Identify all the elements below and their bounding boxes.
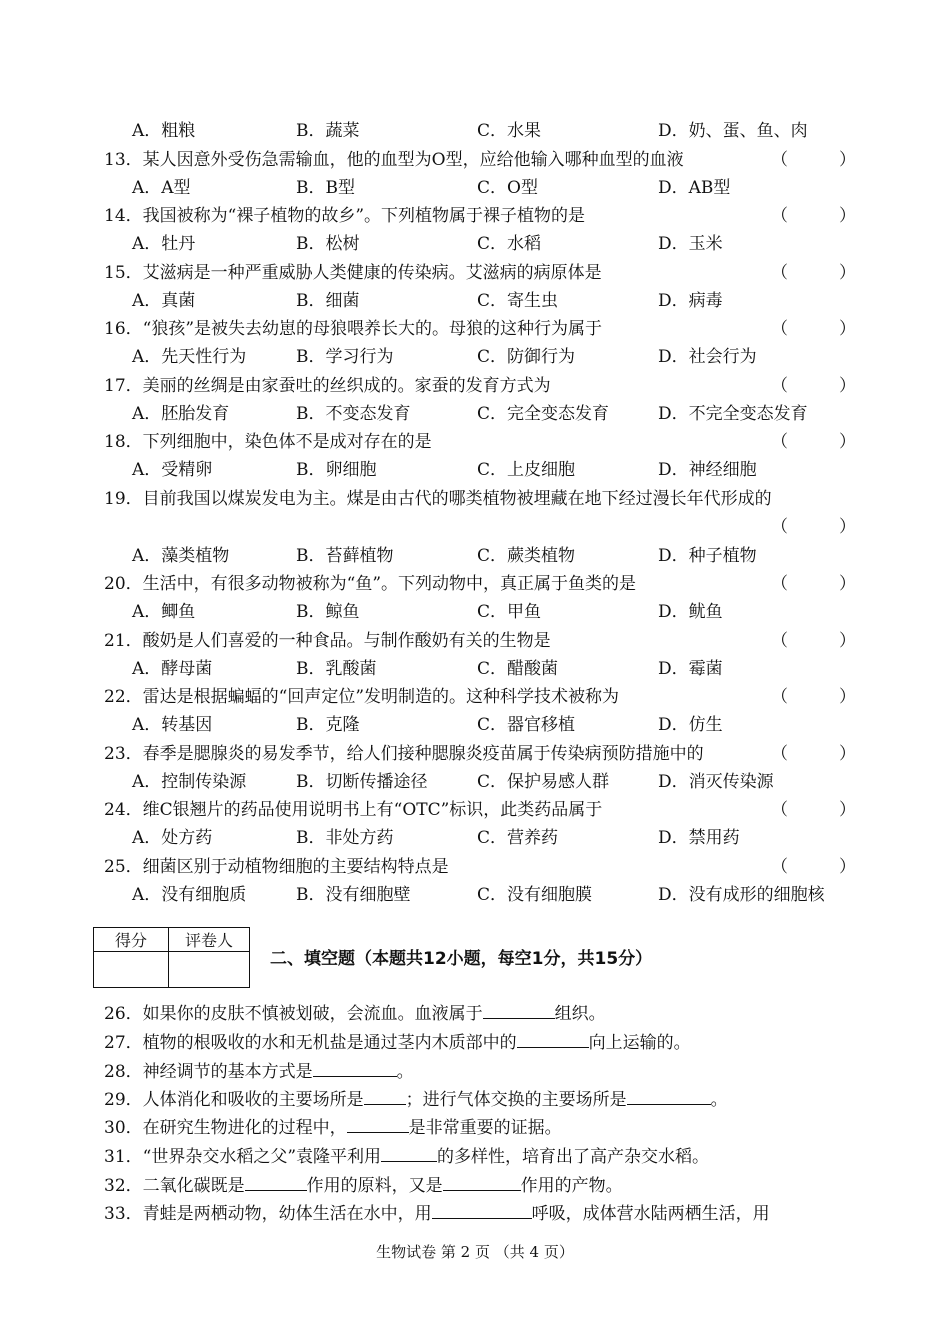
q28-text-b: 。	[396, 1062, 414, 1082]
option-a: A．酵母菌	[132, 658, 213, 679]
q32-text-c: 作用的产物。	[520, 1176, 623, 1196]
option-d: D．仿生	[658, 715, 723, 735]
option-b: B．鲸鱼	[296, 602, 360, 622]
option-b: B．蔬菜	[296, 121, 360, 141]
option-d: D．没有成形的细胞核	[658, 884, 825, 905]
option-c: C．水果	[477, 121, 542, 141]
answer-parentheses[interactable]: （ ）	[771, 687, 856, 707]
q31-blank[interactable]	[381, 1143, 437, 1162]
option-c: C．蕨类植物	[477, 545, 576, 566]
question-stem: 20．生活中，有很多动物被称为“鱼”。下列动物中，真正属于鱼类的是	[104, 574, 637, 594]
option-a: A．转基因	[132, 715, 213, 735]
option-a: A．没有细胞质	[132, 884, 247, 905]
question-26	[104, 1000, 606, 1025]
question-stem: 13．某人因意外受伤急需输血，他的血型为O型，应给他输入哪种血型的血液	[104, 149, 684, 170]
option-b: B．克隆	[296, 715, 360, 735]
question-stem: 18．下列细胞中，染色体不是成对存在的是	[104, 432, 432, 452]
option-d: D．种子植物	[658, 545, 757, 566]
q27-blank[interactable]	[517, 1029, 589, 1048]
q29-text-b: ；进行气体交换的主要场所是	[405, 1090, 627, 1110]
option-a: A．A型	[132, 177, 191, 198]
option-a: A．处方药	[132, 828, 213, 848]
q33-blank[interactable]	[432, 1200, 532, 1219]
answer-parentheses[interactable]: （ ）	[771, 432, 856, 452]
option-d: D．不完全变态发育	[658, 403, 808, 424]
option-c: C．保护易感人群	[477, 771, 610, 792]
option-b: B．B型	[296, 177, 355, 198]
q32-text-b: 作用的原料，又是	[306, 1176, 443, 1196]
option-c: C．上皮细胞	[477, 460, 576, 480]
answer-parentheses[interactable]: （ ）	[771, 574, 856, 594]
option-d: D．鱿鱼	[658, 602, 723, 622]
answer-parentheses[interactable]: （ ）	[771, 319, 856, 339]
answer-parentheses[interactable]: （ ）	[771, 800, 856, 820]
q31-text-a: 31．“世界杂交水稻之父”袁隆平利用	[104, 1147, 382, 1167]
option-b: B．学习行为	[296, 347, 394, 367]
score-header: 得分	[94, 928, 169, 952]
option-a: A．控制传染源	[132, 771, 247, 792]
option-b: B．苔藓植物	[296, 545, 394, 566]
question-stem: 21．酸奶是人们喜爱的一种食品。与制作酸奶有关的生物是	[104, 630, 551, 651]
question-stem: 22．雷达是根据蝙蝠的“回声定位”发明制造的。这种科学技术被称为	[104, 687, 620, 707]
q26-blank[interactable]	[483, 1000, 555, 1019]
question-29	[104, 1086, 728, 1111]
q29-text-c: 。	[710, 1090, 728, 1110]
question-stem: 17．美丽的丝绸是由家蚕吐的丝织成的。家蚕的发育方式为	[104, 375, 551, 396]
option-c: C．寄生虫	[477, 290, 559, 311]
option-a: A．鲫鱼	[132, 602, 196, 622]
question-31	[104, 1143, 709, 1168]
option-a: A．藻类植物	[132, 545, 230, 566]
option-d: D．霉菌	[658, 658, 723, 679]
answer-parentheses[interactable]: （ ）	[771, 149, 856, 170]
option-b: B．乳酸菌	[296, 658, 377, 679]
question-stem: 25．细菌区别于动植物细胞的主要结构特点是	[104, 856, 449, 877]
q29-blank-2[interactable]	[627, 1086, 711, 1105]
option-b: B．卵细胞	[296, 460, 377, 480]
option-d: D．消灭传染源	[658, 771, 774, 792]
option-d: D．奶、蛋、鱼、肉	[658, 121, 808, 141]
answer-parentheses[interactable]: （ ）	[771, 630, 856, 651]
question-30	[104, 1114, 562, 1139]
option-d: D．AB型	[658, 177, 731, 198]
question-stem: 23．春季是腮腺炎的易发季节，给人们接种腮腺炎疫苗属于传染病预防措施中的	[104, 743, 704, 764]
grader-header: 评卷人	[169, 928, 250, 952]
q30-blank[interactable]	[347, 1114, 409, 1133]
answer-parentheses[interactable]: （ ）	[771, 375, 856, 396]
option-d: D．社会行为	[658, 347, 757, 367]
option-d: D．病毒	[658, 290, 723, 311]
q33-text-a: 33．青蛙是两栖动物，幼体生活在水中，用	[104, 1204, 432, 1224]
question-stem: 24．维C银翘片的药品使用说明书上有“OTC”标识，此类药品属于	[104, 800, 603, 820]
answer-parentheses[interactable]: （ ）	[771, 743, 856, 764]
option-b: B．不变态发育	[296, 403, 411, 424]
page-footer: 生物试卷 第 2 页 （共 4 页）	[376, 1243, 574, 1261]
option-b: B．没有细胞壁	[296, 884, 411, 905]
q27-text-a: 27．植物的根吸收的水和无机盐是通过茎内木质部中的	[104, 1033, 517, 1053]
option-c: C．没有细胞膜	[477, 884, 593, 905]
question-33	[104, 1200, 770, 1225]
option-c: C．O型	[477, 177, 538, 198]
option-d: D．玉米	[658, 234, 723, 254]
question-stem: 16．“狼孩”是被失去幼崽的母狼喂养长大的。母狼的这种行为属于	[104, 319, 603, 339]
option-c: C．器官移植	[477, 715, 576, 735]
q26-text-a: 26．如果你的皮肤不慎被划破，会流血。血液属于	[104, 1004, 483, 1024]
q32-blank-2[interactable]	[443, 1172, 521, 1191]
option-b: B．细菌	[296, 290, 360, 311]
answer-parentheses[interactable]: （ ）	[771, 516, 856, 537]
option-c: C．完全变态发育	[477, 403, 610, 424]
option-c: C．醋酸菌	[477, 658, 559, 679]
question-stem: 14．我国被称为“裸子植物的故乡”。下列植物属于裸子植物的是	[104, 206, 586, 226]
question-28	[104, 1058, 414, 1083]
q30-text-b: 是非常重要的证据。	[408, 1118, 562, 1138]
option-a: A．受精卵	[132, 460, 213, 480]
question-27	[104, 1029, 691, 1054]
q27-text-b: 向上运输的。	[588, 1033, 691, 1053]
question-stem: 19．目前我国以煤炭发电为主。煤是由古代的哪类植物被埋藏在地下经过漫长年代形成的	[104, 488, 772, 509]
q30-text-a: 30．在研究生物进化的过程中，	[104, 1118, 347, 1138]
q29-blank-1[interactable]	[364, 1086, 406, 1105]
option-b: B．非处方药	[296, 828, 394, 848]
answer-parentheses[interactable]: （ ）	[771, 856, 856, 877]
option-c: C．水稻	[477, 234, 542, 254]
option-b: B．切断传播途径	[296, 771, 428, 792]
score-cell	[94, 952, 169, 988]
answer-parentheses[interactable]: （ ）	[771, 262, 856, 283]
option-d: D．神经细胞	[658, 460, 757, 480]
score-table	[93, 927, 250, 988]
option-a: A．粗粮	[132, 121, 196, 141]
question-stem: 15．艾滋病是一种严重威胁人类健康的传染病。艾滋病的病原体是	[104, 262, 602, 283]
option-c: C．防御行为	[477, 347, 576, 367]
option-a: A．真菌	[132, 290, 196, 311]
q32-blank-1[interactable]	[245, 1172, 307, 1191]
option-a: A．胚胎发育	[132, 403, 230, 424]
q28-blank[interactable]	[313, 1058, 397, 1077]
option-c: C．营养药	[477, 828, 559, 848]
answer-parentheses[interactable]: （ ）	[771, 206, 856, 226]
question-32	[104, 1172, 623, 1197]
section-2-title: 二、填空题（本题共12小题，每空1分，共15分）	[270, 949, 653, 969]
q29-text-a: 29．人体消化和吸收的主要场所是	[104, 1090, 364, 1110]
option-c: C．甲鱼	[477, 602, 542, 622]
option-a: A．牡丹	[132, 234, 196, 254]
q26-text-b: 组织。	[554, 1004, 606, 1024]
option-b: B．松树	[296, 234, 360, 254]
option-a: A．先天性行为	[132, 347, 247, 367]
q32-text-a: 32．二氧化碳既是	[104, 1176, 245, 1196]
grader-cell	[169, 952, 250, 988]
option-d: D．禁用药	[658, 828, 740, 848]
q28-text-a: 28．神经调节的基本方式是	[104, 1062, 313, 1082]
q33-text-b: 呼吸，成体营水陆两栖生活，用	[531, 1204, 770, 1224]
q31-text-b: 的多样性，培育出了高产杂交水稻。	[437, 1147, 710, 1167]
